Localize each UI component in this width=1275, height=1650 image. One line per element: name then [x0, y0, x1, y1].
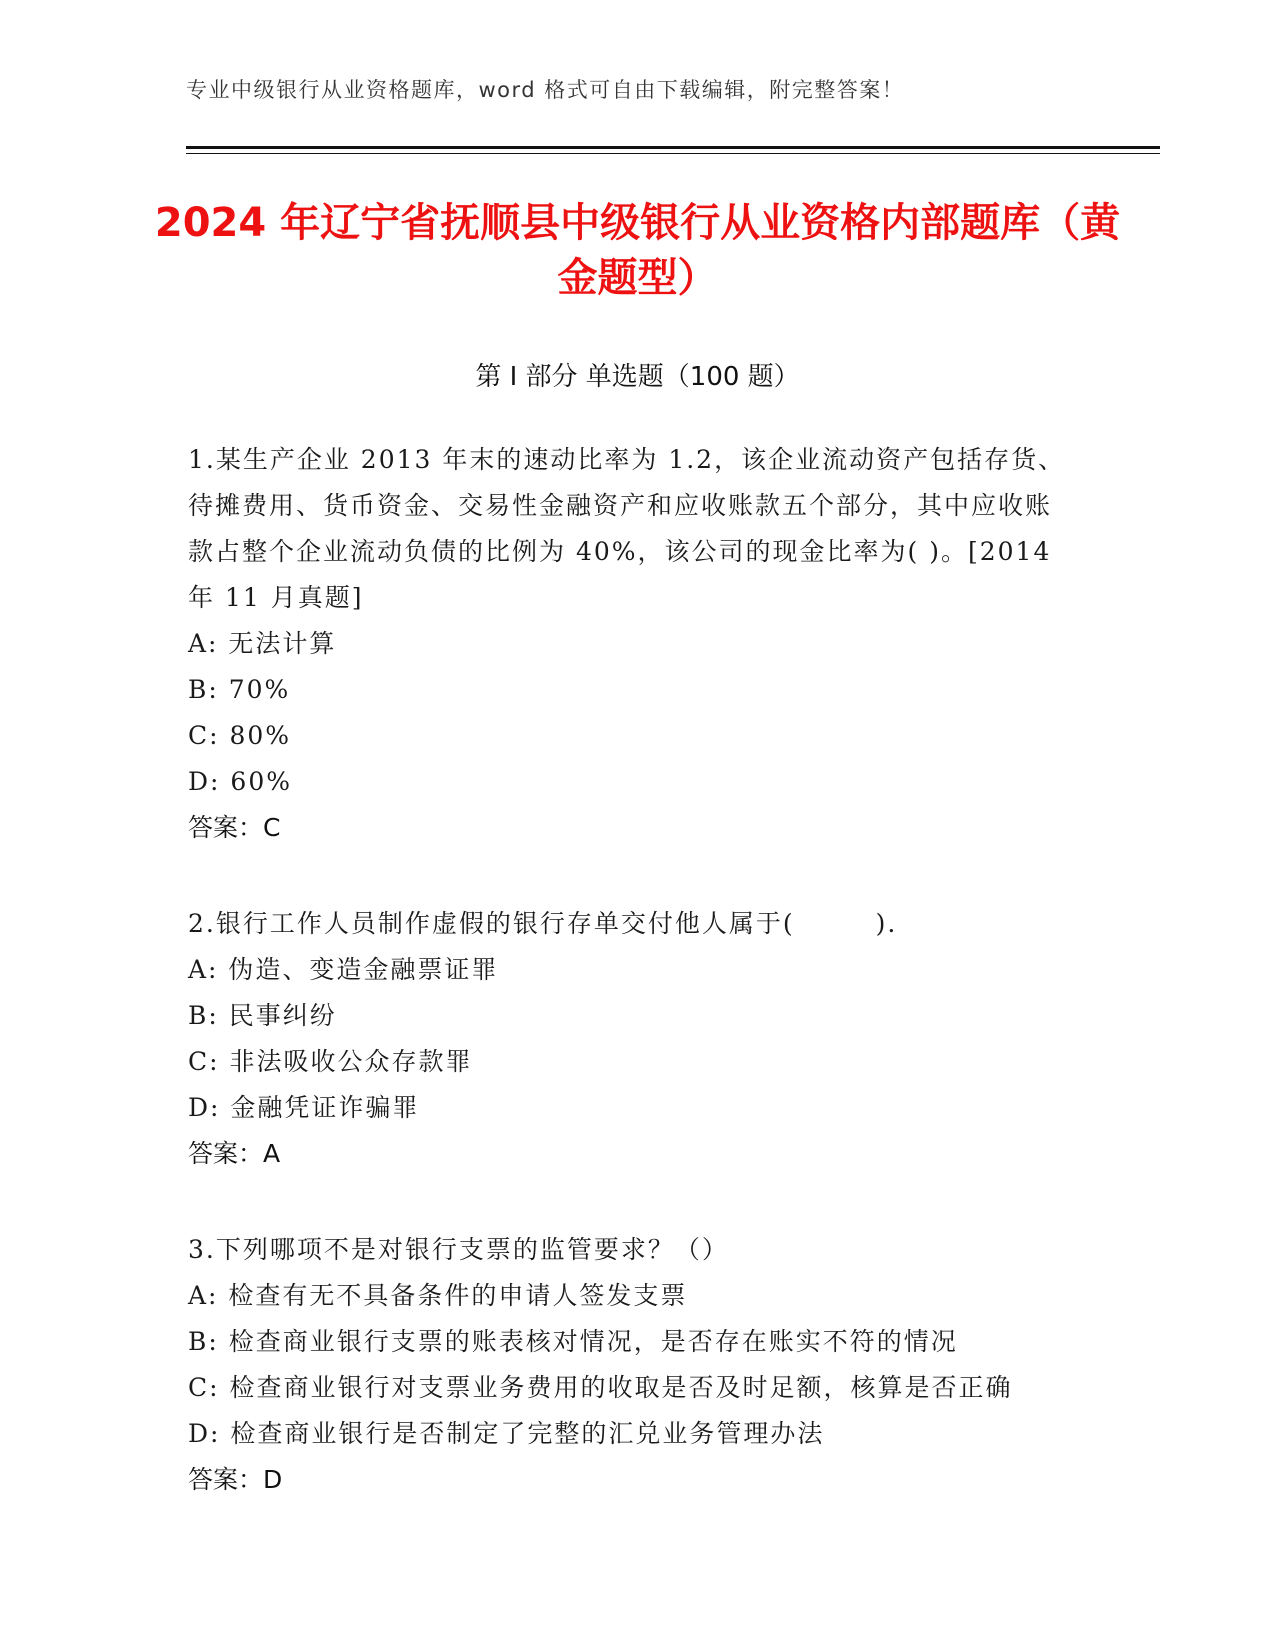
option-a: A: 无法计算 — [188, 629, 337, 658]
option-d: D: 金融凭证诈骗罪 — [188, 1093, 420, 1122]
option-b: B: 检查商业银行支票的账表核对情况，是否存在账实不符的情况 — [188, 1327, 958, 1356]
answer: 答案：A — [188, 1139, 281, 1168]
question-1 — [188, 437, 1078, 851]
header-rule-thin — [186, 153, 1160, 154]
option-d: D: 检查商业银行是否制定了完整的汇兑业务管理办法 — [188, 1419, 825, 1448]
question-2 — [188, 901, 1078, 1177]
answer: 答案：C — [188, 813, 281, 842]
option-d: D: 60% — [188, 767, 292, 796]
option-a: A: 检查有无不具备条件的申请人签发支票 — [188, 1281, 688, 1310]
question-stem: 2.银行工作人员制作虚假的银行存单交付他人属于( ). — [188, 909, 898, 938]
document-title: 2024 年辽宁省抚顺县中级银行从业资格内部题库（黄金题型） — [154, 200, 1121, 301]
option-b: B: 70% — [188, 675, 291, 704]
question-stem: 1.某生产企业 2013 年末的速动比率为 1.2，该企业流动资产包括存货、待摊费用、货币资金、交易性金融资产和应收账款五个部分，其中应收账款占整个企业流动负债的比例为 40%，该公司的现金比率为( )。[2014 年 11 月真题] — [188, 445, 1066, 612]
question-list — [188, 437, 1078, 1553]
header-rule-thick — [186, 146, 1160, 149]
question-3 — [188, 1227, 1078, 1503]
option-c: C: 检查商业银行对支票业务费用的收取是否及时足额，核算是否正确 — [188, 1373, 1013, 1402]
header-note: 专业中级银行从业资格题库，word 格式可自由下载编辑，附完整答案！ — [186, 78, 905, 102]
section-heading: 第 I 部分 单选题（100 题） — [475, 362, 800, 392]
question-stem: 3.下列哪项不是对银行支票的监管要求？（） — [188, 1235, 729, 1264]
option-c: C: 非法吸收公众存款罪 — [188, 1047, 473, 1076]
option-c: C: 80% — [188, 721, 292, 750]
answer: 答案：D — [188, 1465, 283, 1494]
option-b: B: 民事纠纷 — [188, 1001, 337, 1030]
option-a: A: 伪造、变造金融票证罪 — [188, 955, 499, 984]
